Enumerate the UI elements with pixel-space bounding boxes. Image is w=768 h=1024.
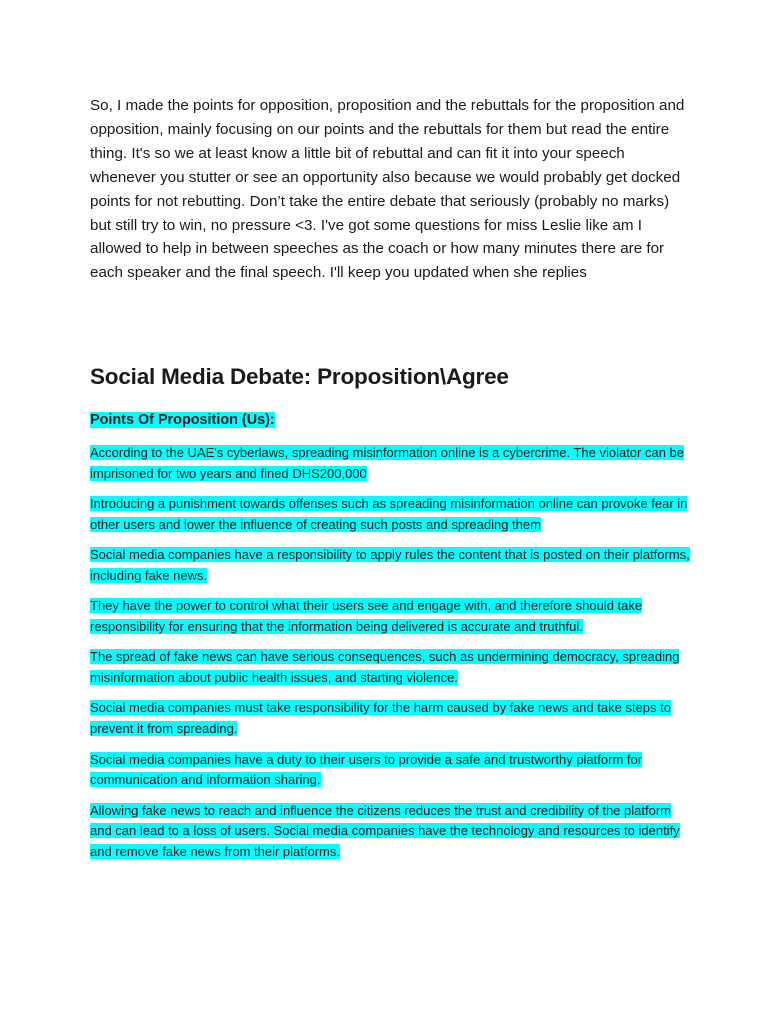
proposition-points-list	[90, 443, 690, 873]
subsection-title-text: Points Of Proposition (Us):	[90, 412, 275, 428]
list-item	[90, 647, 690, 689]
point-text: Allowing fake news to reach and influence the citizens reduces the trust and credibility of the platform and can lead to a loss of users. Social media companies have the technology and resources to identify and remove fake news from their platforms.	[90, 802, 680, 860]
point-text: The spread of fake news can have serious consequences, such as undermining democracy, spreading misinformation about public health issues, and starting violence.	[90, 649, 680, 686]
point-text: Social media companies have a duty to their users to provide a safe and trustworthy platform for communication and information sharing.	[90, 751, 643, 788]
point-text: They have the power to control what their users see and engage with, and therefore should take responsibility for ensuring that the information being delivered is accurate and truthful.	[90, 598, 643, 635]
list-item	[90, 801, 690, 863]
point-text: Social media companies have a responsibility to apply rules the content that is posted on their platforms, including fake news.	[90, 547, 690, 583]
list-item	[90, 443, 690, 485]
point-text: Social media companies must take responsibility for the harm caused by fake news and take steps to prevent it from spreading.	[90, 700, 671, 737]
subsection-title	[90, 409, 275, 431]
list-item	[90, 596, 690, 638]
section-title: Social Media Debate: Proposition\Agree	[90, 364, 509, 389]
list-item	[90, 494, 690, 536]
list-item	[90, 698, 690, 740]
list-item	[90, 545, 690, 587]
intro-paragraph: So, I made the points for opposition, proposition and the rebuttals for the proposition and opposition, mainly focusing on our points and the rebuttals for them but read the entire thing. It's so we at least know a little bit of rebuttal and can fit it into your speech whenever you stutter or see an opportunity also because we would probably get docked points for not rebutting. Don’t take the entire debate that seriously (probably no marks) but still try to win, no pressure <3. I've got some questions for miss Leslie like am I allowed to help in between speeches as the coach or how many minutes there are for each speaker and the final speech. I'll keep you updated when she replies	[90, 97, 685, 282]
point-text: Introducing a punishment towards offenses such as spreading misinformation online can provoke fear in other users and lower the influence of creating such posts and spreading them	[90, 496, 688, 532]
list-item	[90, 750, 690, 792]
point-text: According to the UAE's cyberlaws, spreading misinformation online is a cybercrime. The violator can be imprisoned for two years and fined DHS200,000	[90, 445, 685, 481]
